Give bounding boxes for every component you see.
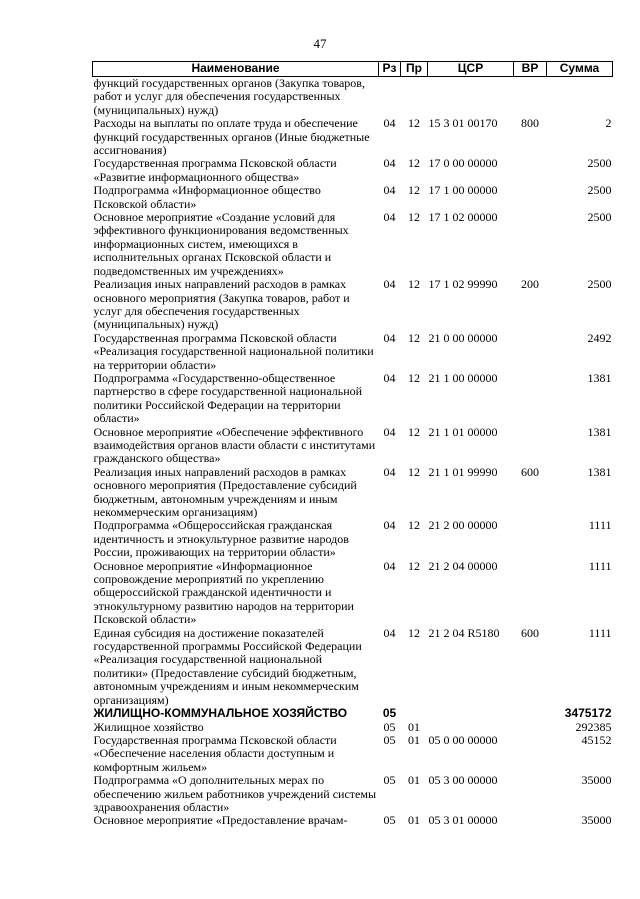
header-csr: ЦСР: [428, 62, 514, 77]
cell-sum: 1111: [588, 518, 612, 533]
cell-pr: [401, 707, 428, 720]
cell-rz: 04: [383, 330, 396, 345]
cell-sum: 2500: [587, 277, 612, 292]
cell-rz: 05: [383, 732, 396, 747]
cell-sum: 2500: [587, 210, 612, 225]
cell-sum: 3475172: [564, 706, 612, 721]
cell-rz: 04: [383, 424, 396, 439]
cell-rz: 04: [383, 558, 396, 573]
cell-rz: 05: [383, 813, 396, 828]
table-row: [93, 157, 613, 184]
table-row: [93, 734, 613, 774]
cell-vr: [514, 721, 547, 734]
cell-pr: 12: [408, 625, 420, 640]
cell-name: Государственная программа Псковской области «Обеспечение населения области доступным и комфортным жильем»: [93, 732, 337, 774]
cell-pr: 01: [408, 773, 420, 788]
cell-pr: 12: [408, 464, 420, 479]
cell-vr: [514, 211, 547, 278]
cell-sum: 2: [605, 116, 612, 131]
header-name: Наименование: [93, 62, 379, 77]
cell-rz: 04: [383, 464, 396, 479]
cell-csr: 21 1 01 99990: [428, 464, 498, 479]
cell-name: Единая субсидия на достижение показателей государственной программы Российской Федерации «Реализация государственной национальной политики» (Предоставление субсидий бюджетным, автономным учреждениям и иным некоммерческим организациям): [93, 625, 362, 707]
cell-csr: 21 1 01 00000: [428, 424, 498, 439]
cell-vr: 600: [521, 625, 539, 640]
table-row: [93, 77, 613, 118]
cell-name: Реализация иных направлений расходов в рамках основного мероприятия (Предоставление субсидий бюджетным, автономным учреждениям и иным некоммерческим организациям): [93, 464, 357, 519]
cell-name: Подпрограмма «Информационное общество Псковской области»: [93, 183, 321, 211]
page-number: 47: [313, 36, 327, 51]
cell-rz: 04: [383, 156, 396, 171]
cell-vr: [514, 157, 547, 184]
cell-csr: 17 1 02 00000: [428, 210, 498, 225]
cell-vr: [514, 184, 547, 211]
cell-csr: 17 1 02 99990: [428, 277, 498, 292]
cell-rz: 04: [383, 116, 396, 131]
table-row: [93, 627, 613, 707]
cell-sum: 1111: [588, 558, 612, 573]
cell-csr: 21 0 00 00000: [428, 330, 498, 345]
cell-sum: 292385: [575, 719, 612, 734]
header-sum: Сумма: [547, 62, 613, 77]
cell-sum: 2500: [587, 183, 612, 198]
budget-table: [92, 61, 613, 828]
cell-sum: 35000: [581, 773, 612, 788]
table-row: [93, 372, 613, 426]
cell-vr: [514, 774, 547, 814]
table-row: [93, 184, 613, 211]
cell-vr: 600: [521, 464, 539, 479]
header-vr: ВР: [514, 62, 547, 77]
header-pr: Пр: [401, 62, 428, 77]
cell-pr: 12: [408, 156, 420, 171]
cell-pr: 12: [408, 116, 420, 131]
header-rz: Рз: [379, 62, 401, 77]
cell-vr: [514, 332, 547, 372]
cell-csr: [428, 77, 514, 118]
cell-sum: 45152: [581, 732, 612, 747]
cell-name: Расходы на выплаты по оплате труда и обеспечение функций государственных органов (Иные бюджетные ассигнования): [93, 116, 370, 158]
cell-sum: 2500: [587, 156, 612, 171]
table-row: [93, 278, 613, 332]
cell-sum: 2492: [587, 330, 612, 345]
cell-vr: [514, 560, 547, 627]
cell-pr: 12: [408, 330, 420, 345]
cell-pr: 01: [408, 719, 420, 734]
cell-rz: [379, 77, 401, 118]
cell-rz: 04: [383, 210, 396, 225]
cell-pr: 12: [408, 210, 420, 225]
cell-vr: 800: [521, 116, 539, 131]
cell-csr: 15 3 01 00170: [428, 116, 498, 131]
cell-vr: [514, 77, 547, 118]
cell-sum: 1381: [587, 370, 612, 385]
cell-pr: 01: [408, 732, 420, 747]
cell-name: Подпрограмма «Государственно-общественное партнерство в сфере государственной национальной политики Российской Федерации на территории области»: [93, 370, 363, 426]
cell-pr: [401, 77, 428, 118]
cell-pr: 12: [408, 370, 420, 385]
cell-rz: 04: [383, 277, 396, 292]
cell-csr: 17 0 00 00000: [428, 156, 498, 171]
cell-vr: [514, 734, 547, 774]
cell-vr: 200: [521, 277, 539, 292]
table-row: [93, 211, 613, 278]
cell-rz: 04: [383, 625, 396, 640]
cell-csr: 21 1 00 00000: [428, 370, 498, 385]
table-header-row: [93, 62, 613, 77]
cell-pr: 12: [408, 424, 420, 439]
cell-csr: 05 3 01 00000: [428, 813, 498, 828]
cell-csr: [428, 721, 514, 734]
cell-csr: 05 0 00 00000: [428, 732, 498, 747]
cell-pr: 12: [408, 558, 420, 573]
table-row: [93, 560, 613, 627]
cell-sum: [547, 77, 613, 118]
cell-name: функций государственных органов (Закупка товаров, работ и услуг для обеспечения государственных (муниципальных) нужд): [93, 76, 365, 117]
cell-name: Жилищное хозяйство: [93, 719, 204, 734]
cell-name: Основное мероприятие «Информационное сопровождение мероприятий по укреплению общероссийской гражданской идентичности и этнокультурному развитию народов на территории Псковской области»: [93, 558, 354, 627]
table-row: [93, 814, 613, 827]
table-row: [93, 117, 613, 157]
cell-vr: [514, 426, 547, 466]
table-row: [93, 774, 613, 814]
cell-name: Основное мероприятие «Создание условий для эффективного функционирования ведомственных информационных систем, имеющихся в исполнительных органах Псковской области и подведомственных им учреждениях»: [93, 210, 349, 278]
table-row: [93, 332, 613, 372]
cell-rz: 04: [383, 518, 396, 533]
table-row: [93, 466, 613, 520]
cell-sum: 1381: [587, 464, 612, 479]
section-row: [93, 707, 613, 720]
cell-pr: 01: [408, 813, 420, 828]
cell-sum: 1111: [588, 625, 612, 640]
cell-vr: [514, 372, 547, 426]
cell-rz: 05: [383, 773, 396, 788]
cell-name: Подпрограмма «Общероссийская гражданская идентичность и этнокультурное развитие народов России, проживающих на территории области»: [93, 518, 349, 560]
cell-name: ЖИЛИЩНО-КОММУНАЛЬНОЕ ХОЗЯЙСТВО: [93, 706, 348, 721]
cell-rz: 04: [383, 183, 396, 198]
cell-sum: 35000: [581, 813, 612, 828]
cell-pr: 12: [408, 518, 420, 533]
cell-csr: 21 2 00 00000: [428, 518, 498, 533]
cell-rz: 05: [383, 719, 396, 734]
cell-name: Реализация иных направлений расходов в рамках основного мероприятия (Закупка товаров, работ и услуг для обеспечения государственных (муниципальных) нужд): [93, 277, 350, 332]
cell-sum: 1381: [587, 424, 612, 439]
cell-csr: 17 1 00 00000: [428, 183, 498, 198]
cell-vr: [514, 707, 547, 720]
cell-name: Государственная программа Псковской области «Реализация государственной национальной политики на территории области»: [93, 330, 374, 372]
table-row: [93, 519, 613, 559]
cell-pr: 12: [408, 183, 420, 198]
table-row: [93, 426, 613, 466]
cell-csr: 21 2 04 R5180: [428, 625, 500, 640]
cell-name: Основное мероприятие «Предоставление врачам-: [93, 813, 348, 828]
cell-name: Государственная программа Псковской области «Развитие информационного общества»: [93, 156, 337, 184]
cell-vr: [514, 519, 547, 559]
cell-csr: 21 2 04 00000: [428, 558, 498, 573]
cell-name: Подпрограмма «О дополнительных мерах по обеспечению жильем работников учреждений системы здравоохранения области»: [93, 773, 377, 814]
cell-vr: [514, 814, 547, 827]
cell-pr: 12: [408, 277, 420, 292]
cell-rz: 05: [382, 706, 397, 721]
cell-name: Основное мероприятие «Обеспечение эффективного взаимодействия органов власти области с институтами гражданского общества»: [93, 424, 376, 466]
cell-csr: [428, 707, 514, 720]
cell-csr: 05 3 00 00000: [428, 773, 498, 788]
cell-rz: 04: [383, 370, 396, 385]
table-row: [93, 721, 613, 734]
